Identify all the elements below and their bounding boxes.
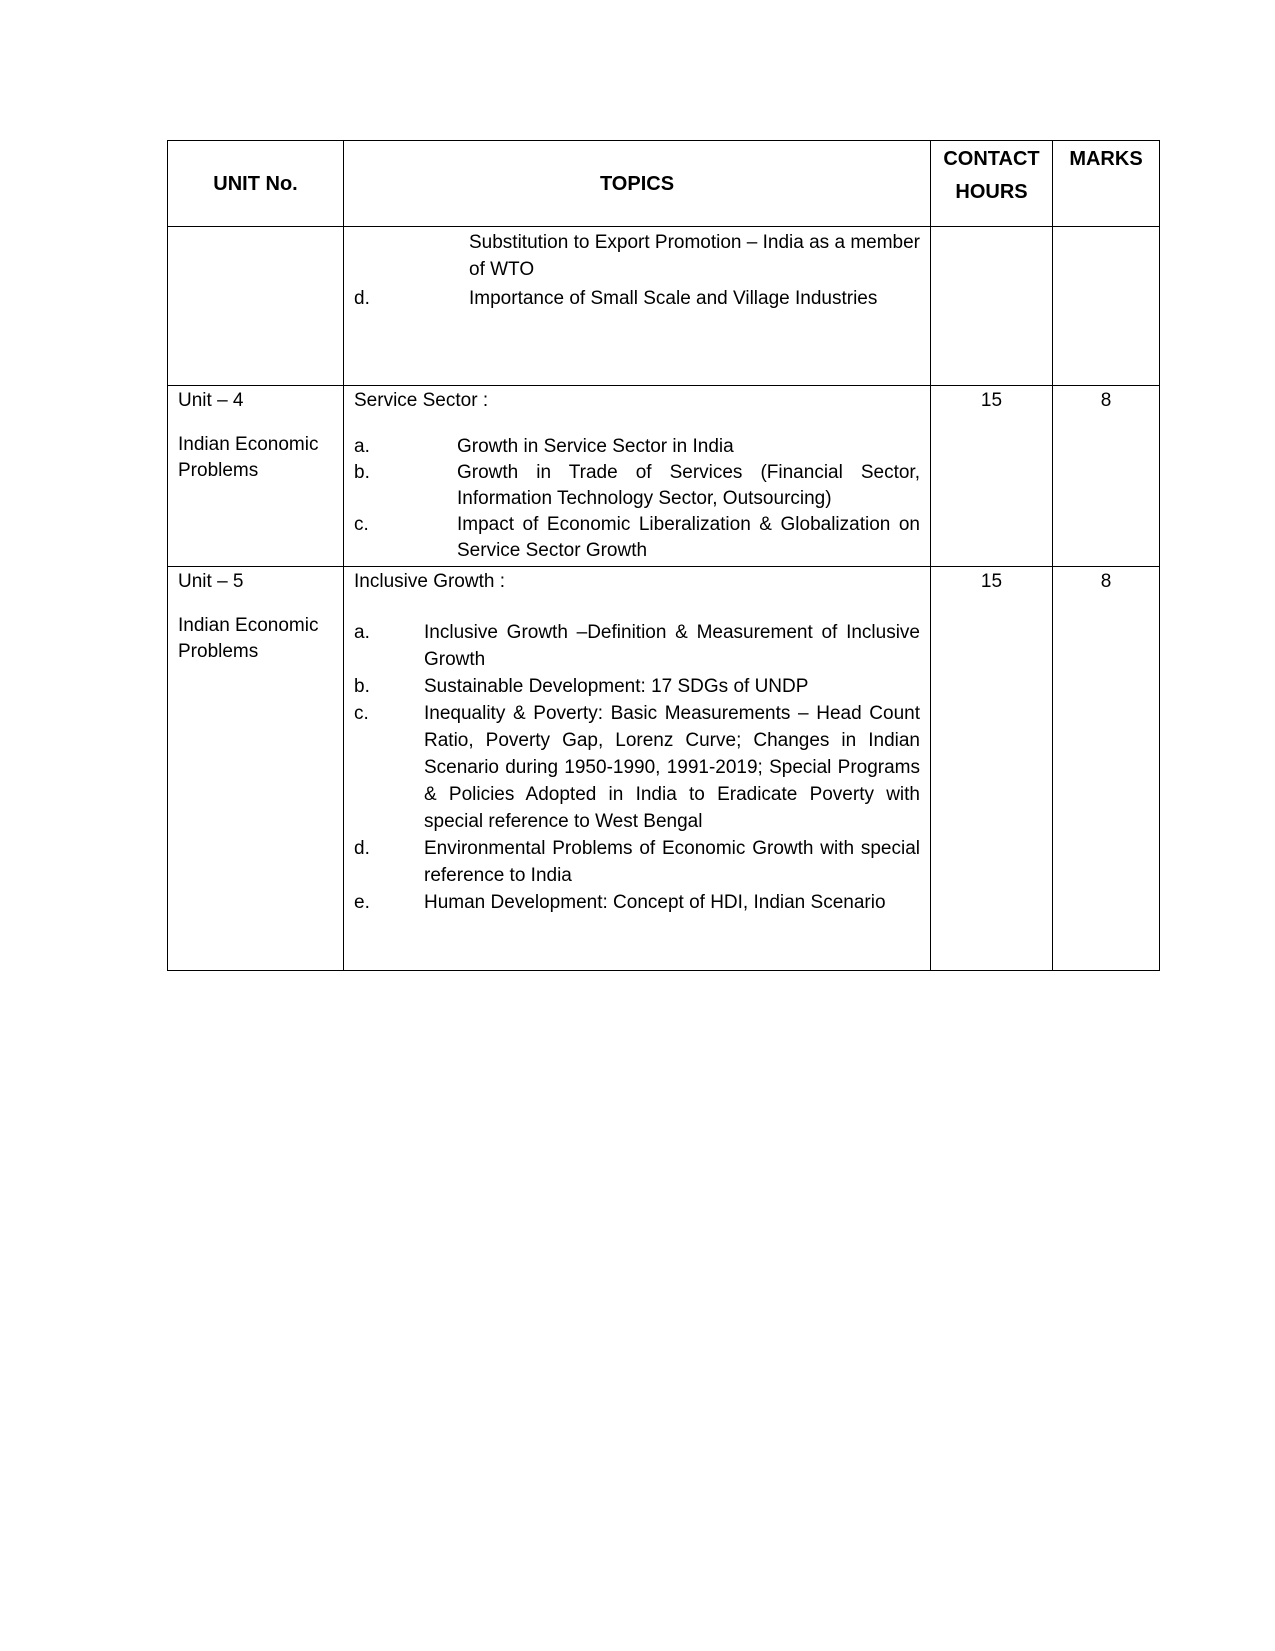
- continuation-text: Substitution to Export Promotion – India as a member of WTO: [469, 232, 920, 280]
- unit-title: Indian Economic Problems: [178, 434, 319, 481]
- topic-list: [354, 434, 920, 564]
- header-topics: TOPICS: [344, 141, 931, 227]
- table-row-continuation: [168, 227, 1160, 386]
- topic-heading: Inclusive Growth :: [354, 571, 505, 592]
- unit-cell: [168, 386, 344, 567]
- topic-list: [354, 619, 920, 916]
- list-item-text: Impact of Economic Liberalization & Globalization on Service Sector Growth: [457, 514, 920, 561]
- marks-cell-empty: [1053, 227, 1160, 386]
- list-item-text: Human Development: Concept of HDI, Indian Scenario: [424, 892, 886, 913]
- table-header-row: [168, 141, 1160, 227]
- unit-title: Indian Economic Problems: [178, 615, 319, 662]
- marks-value: 8: [1053, 567, 1160, 971]
- unit-id: Unit – 4: [178, 390, 244, 411]
- list-item: [354, 673, 920, 700]
- list-item-label: d.: [354, 288, 370, 309]
- list-item: [354, 889, 920, 916]
- list-item-label: c.: [354, 703, 369, 724]
- list-item-text: Sustainable Development: 17 SDGs of UNDP: [424, 676, 809, 697]
- list-item-text: Importance of Small Scale and Village Industries: [469, 288, 878, 309]
- list-item-label: a.: [354, 622, 370, 643]
- list-item-label: a.: [354, 436, 370, 457]
- header-marks: MARKS: [1053, 141, 1160, 227]
- list-item-label: c.: [354, 514, 369, 535]
- list-item-text: Environmental Problems of Economic Growth with special reference to India: [424, 838, 920, 886]
- hours-cell-empty: [931, 227, 1053, 386]
- topic-heading: Service Sector :: [354, 390, 489, 411]
- table-row-unit-4: [168, 386, 1160, 567]
- list-item-text: Growth in Trade of Services (Financial Sector, Information Technology Sector, Outsourcing): [457, 462, 920, 509]
- list-item-label: b.: [354, 462, 370, 483]
- unit-id: Unit – 5: [178, 571, 244, 592]
- unit-cell: [168, 567, 344, 971]
- list-item-text: Growth in Service Sector in India: [457, 436, 734, 457]
- list-item: [354, 460, 920, 512]
- header-contact-hours-line2: HOURS: [955, 181, 1028, 203]
- list-item-label: e.: [354, 892, 370, 913]
- continuation-list: [354, 285, 920, 312]
- list-item-text: Inclusive Growth –Definition & Measurement of Inclusive Growth: [424, 622, 920, 670]
- unit-cell-empty: [168, 227, 344, 386]
- list-item: [354, 512, 920, 564]
- topic-cell-continuation: [344, 227, 931, 386]
- header-contact-hours-line1: CONTACT: [943, 148, 1040, 170]
- list-item: [354, 619, 920, 673]
- list-item-label: b.: [354, 676, 370, 697]
- syllabus-table: [167, 140, 1160, 971]
- list-item: [354, 835, 920, 889]
- list-item: [354, 434, 920, 460]
- topic-cell: [344, 567, 931, 971]
- list-item-label: d.: [354, 838, 370, 859]
- contact-hours-value: 15: [931, 386, 1053, 567]
- list-item: [354, 700, 920, 835]
- marks-value: 8: [1053, 386, 1160, 567]
- header-unit-no: UNIT No.: [168, 141, 344, 227]
- list-item: [354, 285, 920, 312]
- list-item-text: Inequality & Poverty: Basic Measurements – Head Count Ratio, Poverty Gap, Lorenz Curve; Changes in Indian Scenario during 1950-1990, 1991-2019; Special Programs & Policies Adopted in India to Eradicate Poverty with special reference to West Bengal: [424, 703, 920, 832]
- table-row-unit-5: [168, 567, 1160, 971]
- contact-hours-value: 15: [931, 567, 1053, 971]
- topic-cell: [344, 386, 931, 567]
- header-contact-hours: [931, 141, 1053, 227]
